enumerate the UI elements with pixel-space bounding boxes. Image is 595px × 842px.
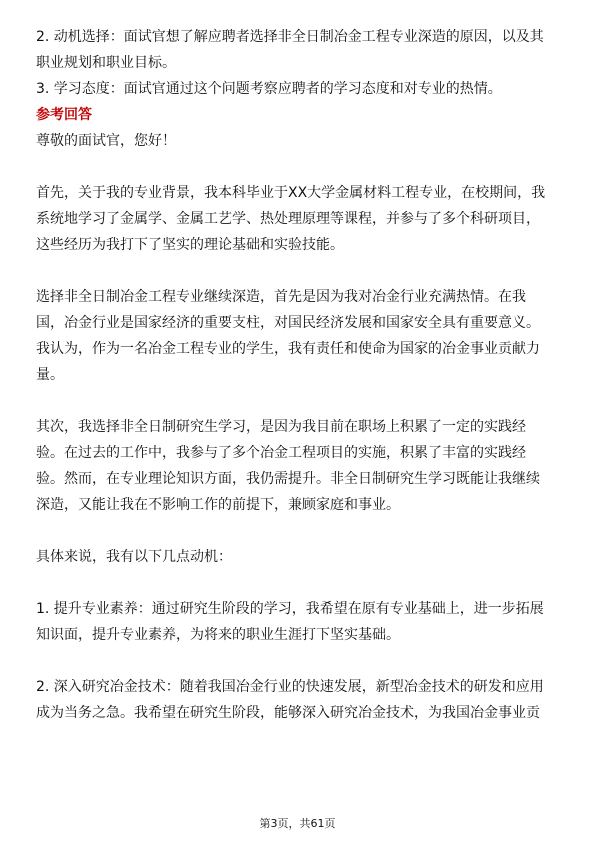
text-line: 3. 学习态度：面试官通过这个问题考察应聘者的学习态度和对专业的热情。 bbox=[36, 81, 502, 97]
text-line: 验。在过去的工作中，我参与了多个冶金工程项目的实施，积累了丰富的实践经 bbox=[36, 445, 526, 461]
text-line: 我认为，作为一名冶金工程专业的学生，我有责任和使命为国家的冶金事业贡献力 bbox=[36, 341, 540, 357]
page-number: 第3页，共61页 bbox=[259, 817, 336, 830]
section-heading: 参考回答 bbox=[36, 107, 92, 123]
text-line: 其次，我选择非全日制研究生学习，是因为我目前在职场上积累了一定的实践经 bbox=[36, 419, 526, 435]
text-line: 深造，又能让我在不影响工作的前提下，兼顾家庭和事业。 bbox=[36, 497, 400, 513]
text-line: 系统地学习了金属学、金属工艺学、热处理原理等课程，并参与了多个科研项目， bbox=[36, 211, 540, 227]
text-line: 验。然而，在专业理论知识方面，我仍需提升。非全日制研究生学习既能让我继续 bbox=[36, 471, 540, 487]
text-line: 具体来说，我有以下几点动机： bbox=[36, 549, 232, 565]
text-line: 成为当务之急。我希望在研究生阶段，能够深入研究冶金技术，为我国冶金事业贡 bbox=[36, 705, 540, 721]
paragraph-gap bbox=[36, 388, 564, 414]
text-line: 首先，关于我的专业背景，我本科毕业于XX大学金属材料工程专业，在校期间，我 bbox=[36, 185, 546, 201]
paragraph-gap bbox=[36, 570, 564, 596]
text-line: 1. 提升专业素养：通过研究生阶段的学习，我希望在原有专业基础上，进一步拓展 bbox=[36, 601, 544, 617]
paragraph-gap bbox=[36, 154, 564, 180]
text-line: 职业规划和职业目标。 bbox=[36, 55, 176, 71]
text-line: 选择非全日制冶金工程专业继续深造，首先是因为我对冶金行业充满热情。在我 bbox=[36, 289, 526, 305]
text-line: 知识面，提升专业素养，为将来的职业生涯打下坚实基础。 bbox=[36, 627, 400, 643]
text-line: 尊敬的面试官，您好！ bbox=[36, 133, 176, 149]
text-line: 量。 bbox=[36, 367, 64, 383]
text-line: 2. 动机选择：面试官想了解应聘者选择非全日制冶金工程专业深造的原因，以及其 bbox=[36, 29, 544, 45]
paragraph-gap bbox=[36, 648, 564, 674]
document-body bbox=[36, 24, 564, 726]
text-line: 国，冶金行业是国家经济的重要支柱，对国民经济发展和国家安全具有重要意义。 bbox=[36, 315, 540, 331]
paragraph-gap bbox=[36, 518, 564, 544]
text-line: 2. 深入研究冶金技术：随着我国冶金行业的快速发展，新型冶金技术的研发和应用 bbox=[36, 679, 544, 695]
paragraph-gap bbox=[36, 258, 564, 284]
text-line: 这些经历为我打下了坚实的理论基础和实验技能。 bbox=[36, 237, 344, 253]
